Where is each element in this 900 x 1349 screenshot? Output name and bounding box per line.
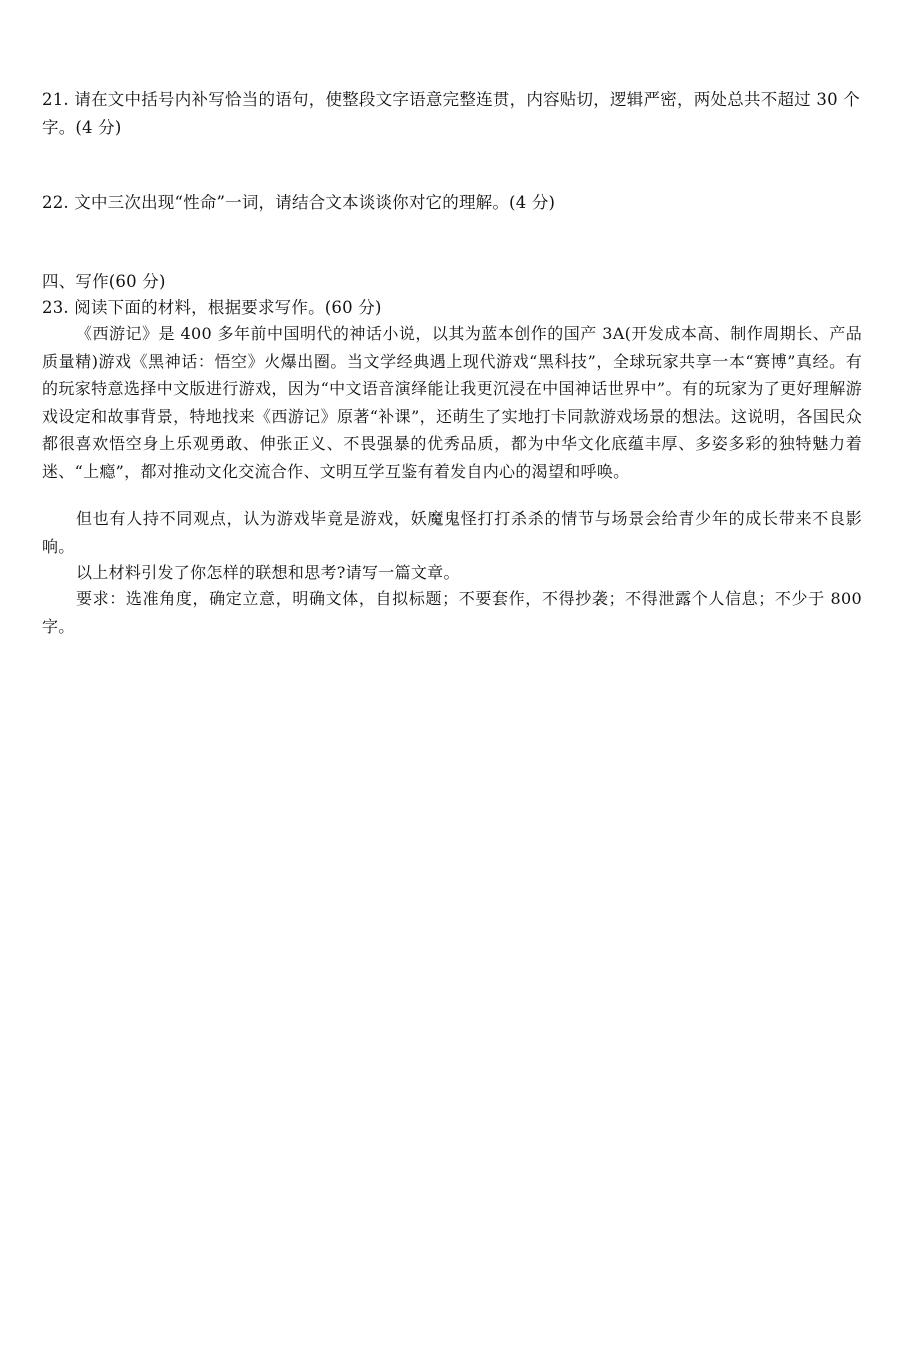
question-23: 23. 阅读下面的材料，根据要求写作。(60 分) [42,298,382,317]
material-paragraph-1: 《西游记》是 400 多年前中国明代的神话小说，以其为蓝本创作的国产 3A(开发成本高、制作周期长、产品质量精)游戏《黑神话：悟空》火爆出圈。当文学经典遇上现代游戏“黑科技”，全球玩家共享一本“赛博”真经。有的玩家特意选择中文版进行游戏，因为“中文语音演绎能让我更沉浸在中国神话世界中”。有的玩家为了更好理解游戏设定和故事背景，特地找来《西游记》原著“补课”，还萌生了实地打卡同款游戏场景的想法。这说明，各国民众都很喜欢悟空身上乐观勇敢、伸张正义、不畏强暴的优秀品质，都为中华文化底蕴丰厚、多姿多彩的独特魅力着迷、“上瘾”，都对推动文化交流合作、文明互学互鉴有着发自内心的渴望和呼唤。 [42,324,862,481]
question-21: 21. 请在文中括号内补写恰当的语句，使整段文字语意完整连贯，内容贴切，逻辑严密，两处总共不超过 30 个字。(4 分) [42,90,860,137]
section-heading-writing: 四、写作(60 分) [42,272,166,291]
requirements-paragraph: 要求：选准角度，确定立意，明确文体，自拟标题；不要套作，不得抄袭；不得泄露个人信息；不少于 800 字。 [42,589,862,636]
prompt-paragraph: 以上材料引发了你怎样的联想和思考?请写一篇文章。 [76,563,460,582]
material-paragraph-2: 但也有人持不同观点，认为游戏毕竟是游戏，妖魔鬼怪打打杀杀的情节与场景会给青少年的成长带来不良影响。 [42,509,862,556]
question-22: 22. 文中三次出现“性命”一词，请结合文本谈谈你对它的理解。(4 分) [42,193,556,212]
